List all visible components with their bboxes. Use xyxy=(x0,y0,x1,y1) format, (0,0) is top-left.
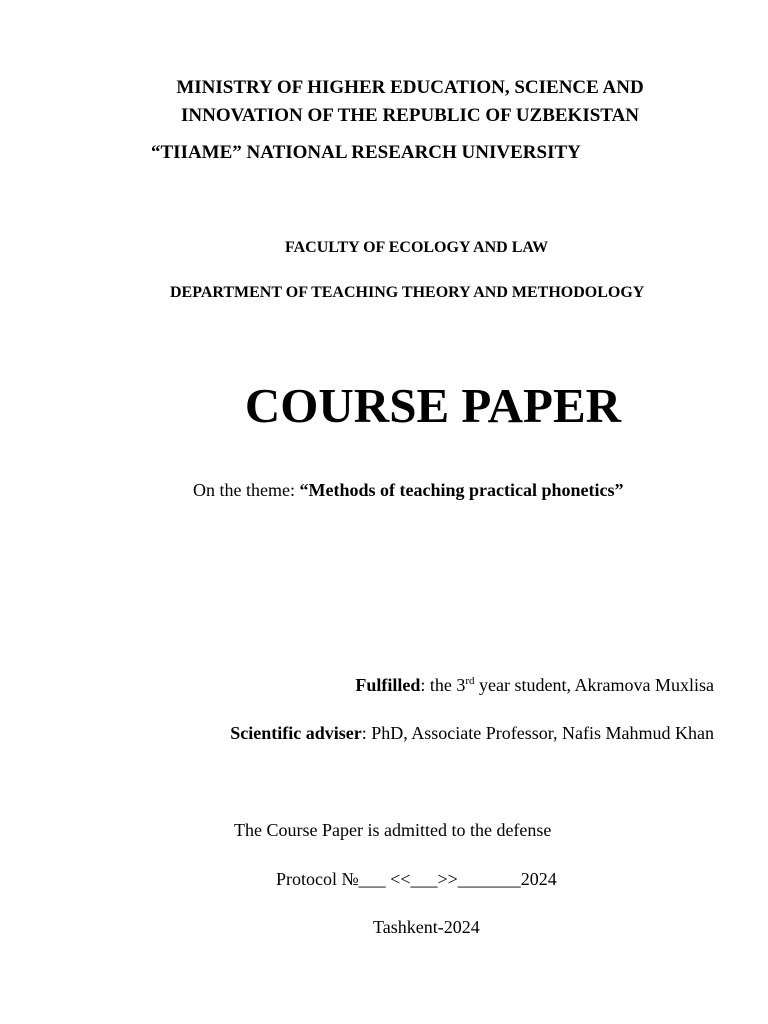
theme-label: On the theme: xyxy=(193,480,300,500)
fulfilled-label: Fulfilled xyxy=(355,675,421,695)
fulfilled-line xyxy=(355,673,714,697)
ministry-name xyxy=(0,74,768,130)
fulfilled-text-after: year student, Akramova Muxlisa xyxy=(474,675,714,695)
adviser-line xyxy=(230,722,714,744)
admission-statement: The Course Paper is admitted to the defense xyxy=(234,820,552,840)
city-year: Tashkent-2024 xyxy=(373,917,480,937)
page-title: COURSE PAPER xyxy=(244,378,622,433)
university-name: “TIIAME” NATIONAL RESEARCH UNIVERSITY xyxy=(151,142,581,163)
faculty-name: FACULTY OF ECOLOGY AND LAW xyxy=(285,239,549,256)
adviser-label: Scientific adviser xyxy=(230,723,362,743)
department-name: DEPARTMENT OF TEACHING THEORY AND METHODOLOGY xyxy=(170,284,645,301)
fulfilled-superscript: rd xyxy=(465,675,475,687)
theme-line xyxy=(193,479,623,501)
ministry-line-1: MINISTRY OF HIGHER EDUCATION, SCIENCE AND xyxy=(176,77,644,98)
ministry-line-2: INNOVATION OF THE REPUBLIC OF UZBEKISTAN xyxy=(180,105,640,126)
theme-value: “Methods of teaching practical phonetics” xyxy=(299,480,624,500)
fulfilled-text-before: : the 3 xyxy=(420,675,466,695)
protocol-line: Protocol №___ <<___>>_______2024 xyxy=(276,869,557,889)
adviser-text: : PhD, Associate Professor, Nafis Mahmud Khan xyxy=(361,723,714,743)
